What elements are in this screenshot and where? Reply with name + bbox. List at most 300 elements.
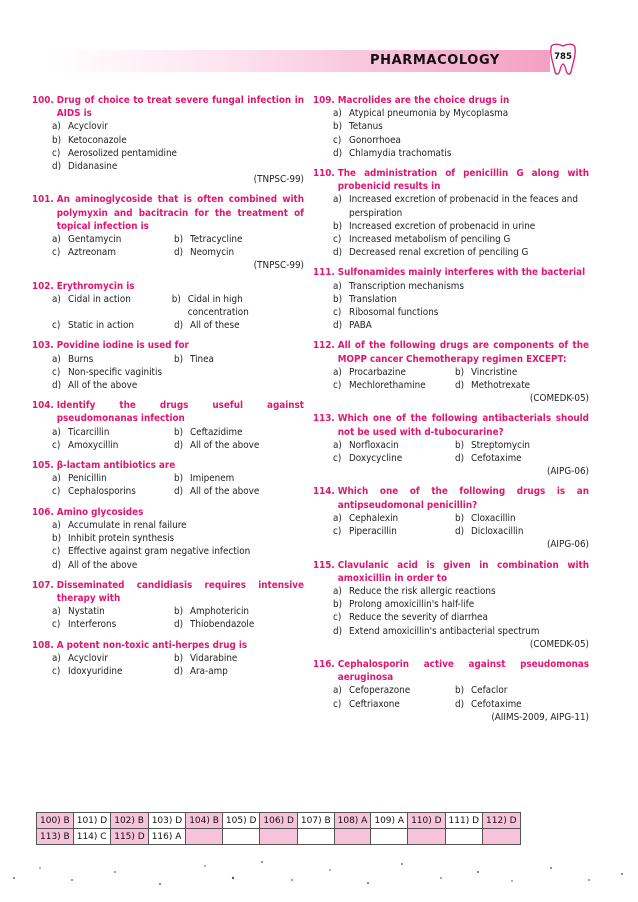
- option-row: [32, 532, 304, 545]
- option-letter: a): [333, 512, 342, 524]
- option-row: [32, 246, 304, 259]
- option: [52, 618, 174, 631]
- option-text: Gonorrhoea: [349, 134, 401, 146]
- option-row: [313, 220, 589, 233]
- option: [455, 525, 523, 538]
- option-row: [313, 246, 589, 259]
- option-letter: b): [171, 293, 181, 305]
- exam-source: (TNPSC-99): [253, 174, 304, 186]
- option-row: [32, 485, 304, 498]
- option: [174, 472, 234, 485]
- question-stem: [313, 339, 589, 365]
- question-block: [32, 339, 304, 392]
- option-letter: d): [455, 698, 465, 710]
- option-row: [313, 684, 589, 697]
- answer-cell: [334, 829, 371, 845]
- option-row: [32, 233, 304, 246]
- option-letter: c): [333, 612, 342, 624]
- question-block: [32, 579, 304, 632]
- option-letter: a): [52, 606, 61, 618]
- option-letter: a): [52, 652, 61, 664]
- option-row: [32, 147, 304, 160]
- option-letter: a): [333, 366, 342, 378]
- answer-cell: 113) B: [37, 829, 74, 845]
- question-stem: [32, 459, 304, 472]
- question-number: 105.: [32, 460, 54, 472]
- question-stem: [313, 485, 589, 511]
- option-text: All of the above: [68, 559, 138, 571]
- exam-source: (TNPSC-99): [253, 260, 304, 272]
- question-block: [32, 94, 304, 186]
- option-text: All of the above: [190, 439, 260, 451]
- option-letter: c): [333, 307, 342, 319]
- option-text: Cefaclor: [471, 685, 508, 697]
- option-letter: a): [333, 585, 342, 597]
- option-letter: a): [333, 685, 342, 697]
- question-stem: [32, 399, 304, 425]
- question-number: 108.: [32, 639, 54, 651]
- question-stem: [313, 167, 589, 193]
- option-text: Inhibit protein synthesis: [68, 533, 175, 545]
- question-number: 112.: [313, 340, 335, 352]
- option: [333, 379, 455, 392]
- option-text: Doxycycline: [349, 453, 403, 465]
- option-letter: d): [174, 619, 184, 631]
- option-text: Burns: [68, 353, 94, 365]
- option-text: Tinea: [190, 353, 214, 365]
- option-letter: b): [174, 473, 184, 485]
- option-row: [313, 293, 589, 306]
- option-text: Aztreonam: [68, 247, 116, 259]
- answer-cell: 101) D: [73, 813, 110, 829]
- answer-cell: 103) D: [148, 813, 185, 829]
- option-letter: b): [52, 533, 62, 545]
- answer-cell: 100) B: [37, 813, 74, 829]
- question-spacer: [313, 160, 589, 167]
- option-letter: b): [333, 599, 343, 611]
- option-row: [32, 353, 304, 366]
- option-row: [32, 605, 304, 618]
- option-row: [32, 472, 304, 485]
- option-letter: d): [333, 147, 343, 159]
- question-text: Which one of the following drugs is an antipseudomonal penicillin?: [337, 486, 589, 511]
- answer-cell: 115) D: [111, 829, 148, 845]
- answer-cell: [371, 829, 408, 845]
- question-spacer: [32, 186, 304, 193]
- option: [174, 605, 249, 618]
- question-number: 116.: [313, 658, 335, 670]
- option-row: [313, 625, 589, 638]
- answer-cell: 114) C: [73, 829, 110, 845]
- option-text: Streptomycin: [471, 439, 531, 451]
- question-stem: [313, 658, 589, 684]
- option-letter: c): [52, 546, 61, 558]
- option-row: [32, 379, 304, 392]
- option: [333, 698, 455, 711]
- left-question-column: [32, 94, 304, 678]
- option-text: Cloxacillin: [471, 512, 516, 524]
- answer-cell: [445, 829, 482, 845]
- option: [52, 472, 174, 485]
- option-row: [32, 366, 304, 379]
- question-spacer: [313, 259, 589, 266]
- answer-cell: 104) B: [186, 813, 223, 829]
- option-text: Transcription mechanisms: [349, 280, 464, 292]
- answer-cell: 109) A: [371, 813, 408, 829]
- exam-source: (AIIMS-2009, AIPG-11): [491, 711, 589, 723]
- option-letter: b): [333, 220, 343, 232]
- option-letter: b): [174, 426, 184, 438]
- option-text: Penicillin: [68, 473, 107, 485]
- question-stem: [32, 506, 304, 519]
- option-text: Atypical pneumonia by Mycoplasma: [349, 108, 509, 120]
- answer-cell: 106) D: [260, 813, 297, 829]
- option-letter: c): [333, 380, 342, 392]
- option: [333, 452, 455, 465]
- option-letter: b): [174, 234, 184, 246]
- option: [174, 319, 240, 332]
- option-letter: b): [174, 353, 184, 365]
- option-letter: d): [174, 665, 184, 677]
- option-row: [32, 559, 304, 572]
- option-text: Increased excretion of probenacid in the feaces and perspiration: [349, 194, 578, 219]
- option-row: [313, 147, 589, 160]
- option-text: Vidarabine: [190, 652, 238, 664]
- option-text: Ticarcillin: [68, 426, 110, 438]
- option-letter: c): [52, 247, 61, 259]
- question-block: [313, 485, 589, 551]
- answer-cell: 112) D: [483, 813, 520, 829]
- option-row: [313, 193, 589, 219]
- option-row: [313, 319, 589, 332]
- option-letter: b): [174, 606, 184, 618]
- option: [174, 353, 214, 366]
- option-text: Extend amoxicillin's antibacterial spectrum: [349, 625, 540, 637]
- option-letter: a): [52, 293, 61, 305]
- option-letter: c): [333, 134, 342, 146]
- answer-cell: [408, 829, 445, 845]
- option-row: [313, 107, 589, 120]
- option-row: [32, 426, 304, 439]
- option-row: [313, 598, 589, 611]
- option: [52, 233, 174, 246]
- option-letter: b): [333, 293, 343, 305]
- option-text: Cefotaxime: [471, 453, 522, 465]
- question-block: [32, 280, 304, 333]
- option-letter: c): [52, 147, 61, 159]
- question-number: 102.: [32, 280, 54, 292]
- question-stem: [32, 339, 304, 352]
- option-letter: b): [333, 121, 343, 133]
- question-text: β-lactam antibiotics are: [56, 460, 176, 472]
- option-text: Methotrexate: [471, 380, 531, 392]
- option-letter: a): [52, 519, 61, 531]
- option-row: [313, 512, 589, 525]
- option-letter: d): [174, 320, 184, 332]
- option-text: Neomycin: [190, 247, 235, 259]
- option-text: All of the above: [68, 380, 138, 392]
- question-text: Macrolides are the choice drugs in: [337, 95, 510, 106]
- question-block: [313, 412, 589, 478]
- option-text: Nystatin: [68, 606, 105, 618]
- option-row: [32, 120, 304, 133]
- option-text: Tetanus: [349, 121, 383, 133]
- option-text: Norfloxacin: [349, 439, 399, 451]
- option-letter: c): [52, 619, 61, 631]
- option-row: [32, 618, 304, 631]
- question-stem: [32, 280, 304, 293]
- option-letter: c): [52, 366, 61, 378]
- option-text: Prolong amoxicillin's half-life: [349, 599, 475, 611]
- option: [333, 525, 455, 538]
- question-text: The administration of penicillin G along with probenicid results in: [337, 168, 589, 193]
- option-letter: c): [333, 698, 342, 710]
- option-letter: a): [52, 234, 61, 246]
- option-row: [32, 160, 304, 173]
- option-letter: a): [52, 473, 61, 485]
- question-spacer: [313, 478, 589, 485]
- option: [174, 246, 234, 259]
- option-text: Static in action: [68, 320, 134, 332]
- option-letter: a): [52, 426, 61, 438]
- option-letter: d): [174, 486, 184, 498]
- option-row: [32, 652, 304, 665]
- option-letter: b): [455, 685, 465, 697]
- option-text: Vincristine: [471, 366, 518, 378]
- question-block: [32, 193, 304, 272]
- option-letter: d): [455, 526, 465, 538]
- option-text: Mechlorethamine: [349, 380, 426, 392]
- answer-cell: 105) D: [222, 813, 259, 829]
- option: [455, 452, 522, 465]
- question-spacer: [32, 499, 304, 506]
- option-letter: a): [333, 108, 342, 120]
- option-row: [313, 698, 589, 711]
- option-text: Ceftazidime: [190, 426, 243, 438]
- option-text: Acyclovir: [68, 121, 108, 133]
- option-letter: b): [455, 366, 465, 378]
- question-block: [313, 167, 589, 259]
- option-letter: d): [333, 320, 343, 332]
- question-text: Clavulanic acid is given in combination with amoxicillin in order to: [337, 559, 589, 584]
- option-text: Didanasine: [68, 161, 118, 173]
- option-letter: c): [52, 320, 61, 332]
- option: [52, 353, 174, 366]
- option-row: [313, 585, 589, 598]
- option-letter: c): [333, 453, 342, 465]
- question-spacer: [313, 651, 589, 658]
- question-block: [32, 506, 304, 572]
- option-row: [313, 280, 589, 293]
- option-text: Cephalosporins: [68, 486, 136, 498]
- option-text: Cefotaxime: [471, 698, 522, 710]
- right-question-column: [313, 94, 589, 724]
- option-text: Interferons: [68, 619, 117, 631]
- option: [455, 684, 507, 697]
- option: [455, 366, 517, 379]
- question-spacer: [32, 632, 304, 639]
- question-stem: [313, 412, 589, 438]
- option-row: [32, 665, 304, 678]
- option-row: [32, 134, 304, 147]
- option-text: Cidal in action: [68, 293, 131, 305]
- exam-source: (AIPG-06): [546, 539, 589, 551]
- option-text: Increased excretion of probenacid in urine: [349, 220, 536, 232]
- question-spacer: [32, 572, 304, 579]
- option-text: Amoxycillin: [68, 439, 119, 451]
- option-text: All of these: [190, 320, 240, 332]
- option-text: Acyclovir: [68, 652, 108, 664]
- option-text: Reduce the risk allergic reactions: [349, 585, 496, 597]
- option-letter: d): [174, 439, 184, 451]
- option: [52, 293, 172, 319]
- question-block: [313, 94, 589, 160]
- option: [455, 698, 522, 711]
- option-letter: a): [333, 194, 342, 206]
- question-text: An aminoglycoside that is often combined with polymyxin and bacitracin for the treatment of topical infection is: [56, 194, 304, 232]
- answer-cell: [186, 829, 223, 845]
- option-text: Thiobendazole: [190, 619, 255, 631]
- option: [455, 379, 530, 392]
- question-stem: [313, 266, 589, 279]
- scan-speckles: [0, 850, 638, 900]
- exam-source: (COMEDK-05): [529, 393, 589, 405]
- exam-source: (COMEDK-05): [529, 638, 589, 650]
- option-letter: a): [52, 353, 61, 365]
- option-letter: c): [333, 526, 342, 538]
- option-letter: d): [52, 380, 62, 392]
- option: [174, 439, 259, 452]
- question-text: Erythromycin is: [56, 280, 135, 292]
- option-text: Gentamycin: [68, 234, 122, 246]
- option-text: Non-specific vaginitis: [68, 366, 163, 378]
- option-text: Piperacillin: [349, 526, 397, 538]
- option-text: Accumulate in renal failure: [68, 519, 187, 531]
- option-row: [313, 306, 589, 319]
- option-text: Ribosomal functions: [349, 307, 439, 319]
- option-row: [313, 525, 589, 538]
- answer-cell: 107) B: [297, 813, 334, 829]
- option-text: All of the above: [190, 486, 260, 498]
- answer-key-table: [36, 812, 521, 845]
- option-text: Tetracycline: [190, 234, 243, 246]
- option-text: Chlamydia trachomatis: [349, 147, 452, 159]
- answer-cell: 108) A: [334, 813, 371, 829]
- option-row: [32, 293, 304, 319]
- question-number: 111.: [313, 267, 335, 279]
- option: [333, 366, 455, 379]
- option-row: [313, 379, 589, 392]
- question-number: 106.: [32, 506, 54, 518]
- question-block: [32, 399, 304, 452]
- question-block: [313, 658, 589, 724]
- page-number: 785: [554, 52, 572, 62]
- question-block: [32, 459, 304, 499]
- option-letter: a): [333, 280, 342, 292]
- option-letter: c): [333, 234, 342, 246]
- option-letter: d): [174, 247, 184, 259]
- option: [52, 665, 174, 678]
- answer-cell: [297, 829, 334, 845]
- question-block: [313, 559, 589, 651]
- option-letter: d): [333, 247, 343, 259]
- option-letter: b): [455, 512, 465, 524]
- option-letter: c): [52, 439, 61, 451]
- question-number: 109.: [313, 95, 335, 106]
- question-number: 103.: [32, 340, 54, 352]
- question-number: 110.: [313, 168, 335, 180]
- option-letter: a): [333, 439, 342, 451]
- option: [455, 439, 530, 452]
- question-spacer: [32, 452, 304, 459]
- option-text: Dicloxacillin: [471, 526, 524, 538]
- question-number: 107.: [32, 579, 54, 591]
- question-text: Povidine iodine is used for: [56, 340, 189, 352]
- question-text: Cephalosporin active against pseudomonas aeruginosa: [337, 658, 589, 684]
- option: [52, 652, 174, 665]
- option-row: [313, 439, 589, 452]
- option-letter: c): [52, 665, 61, 677]
- question-text: Drug of choice to treat severe fungal infection in AIDS is: [56, 95, 304, 120]
- option-row: [313, 120, 589, 133]
- question-stem: [32, 193, 304, 233]
- question-number: 104.: [32, 400, 54, 412]
- question-text: All of the following drugs are components of the MOPP cancer Chemotherapy regimen EXCEPT:: [337, 340, 589, 365]
- question-number: 114.: [313, 486, 335, 498]
- option-text: Effective against gram negative infection: [68, 546, 251, 558]
- option-text: Imipenem: [190, 473, 235, 485]
- option-letter: b): [52, 134, 62, 146]
- option-letter: b): [455, 439, 465, 451]
- question-spacer: [313, 552, 589, 559]
- answer-row: [37, 829, 521, 845]
- option-text: Idoxyuridine: [68, 665, 123, 677]
- option-text: Ara-amp: [190, 665, 228, 677]
- option: [172, 293, 304, 319]
- option-row: [313, 611, 589, 624]
- option-text: Aerosolized pentamidine: [68, 147, 177, 159]
- question-spacer: [32, 332, 304, 339]
- answer-row: [37, 813, 521, 829]
- answer-cell: 116) A: [148, 829, 185, 845]
- question-stem: [313, 94, 589, 107]
- option: [333, 684, 455, 697]
- option-text: Ceftriaxone: [349, 698, 400, 710]
- option: [174, 485, 259, 498]
- option-row: [32, 545, 304, 558]
- question-number: 115.: [313, 559, 335, 571]
- exam-source: (AIPG-06): [546, 466, 589, 478]
- question-number: 101.: [32, 194, 54, 206]
- option-letter: a): [52, 121, 61, 133]
- option-text: Procarbazine: [349, 366, 406, 378]
- question-spacer: [32, 273, 304, 280]
- question-number: 113.: [313, 413, 335, 425]
- option-text: Increased metabolism of penciling G: [349, 234, 511, 246]
- option: [174, 665, 228, 678]
- question-text: Sulfonamides mainly interferes with the bacterial: [337, 267, 586, 279]
- question-text: A potent non-toxic anti-herpes drug is: [56, 639, 248, 651]
- chapter-title: PHARMACOLOGY: [370, 53, 500, 68]
- question-block: [313, 266, 589, 332]
- question-block: [313, 339, 589, 405]
- option-row: [313, 134, 589, 147]
- option: [52, 485, 174, 498]
- option-row: [32, 319, 304, 332]
- option: [174, 426, 243, 439]
- question-block: [32, 639, 304, 679]
- option-letter: b): [174, 652, 184, 664]
